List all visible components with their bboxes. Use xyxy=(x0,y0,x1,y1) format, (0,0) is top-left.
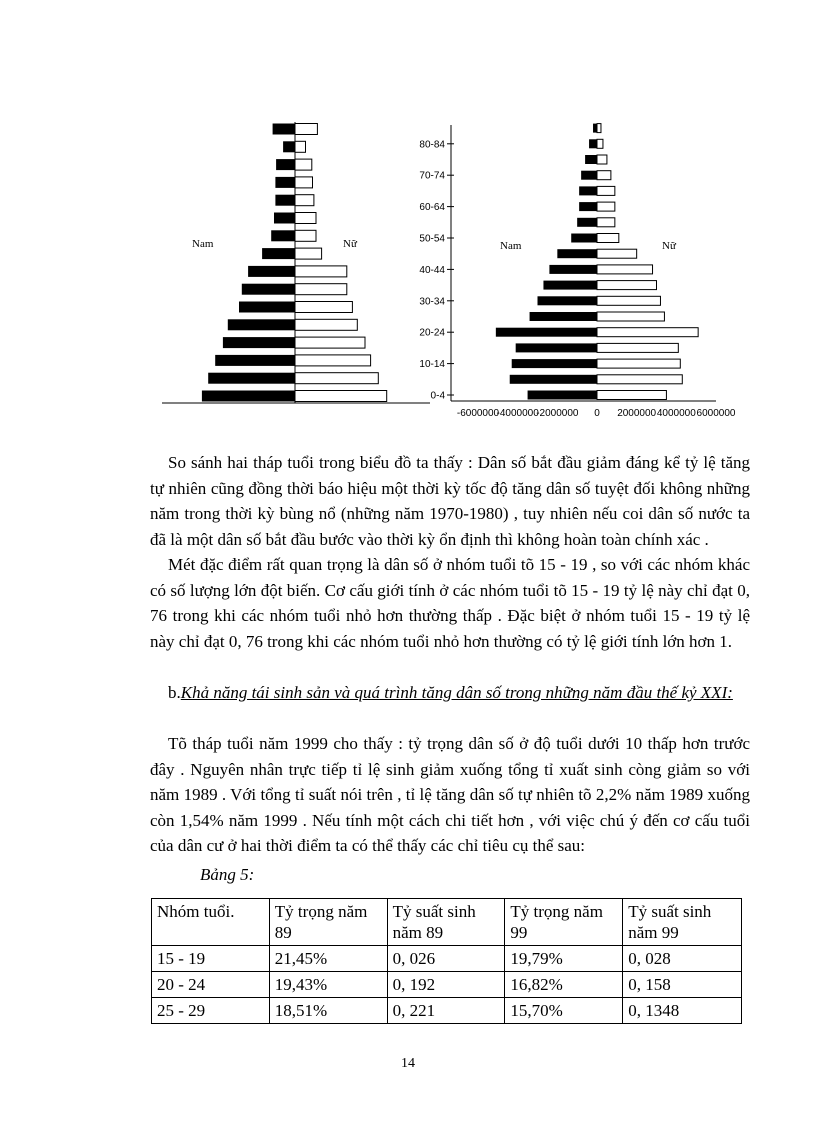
bar-male xyxy=(274,213,295,224)
bar-male xyxy=(549,265,597,274)
bar-female xyxy=(597,218,615,227)
bar-female xyxy=(295,391,387,402)
bar-male xyxy=(538,296,598,305)
table-cell: 19,43% xyxy=(269,972,387,998)
y-tick-label: 30-34 xyxy=(419,296,445,308)
table-cell: 25 - 29 xyxy=(152,998,270,1024)
bar-female xyxy=(295,284,347,295)
bar-female xyxy=(295,337,365,348)
bar-male xyxy=(248,266,295,277)
bar-female xyxy=(295,355,371,366)
bar-female xyxy=(597,391,666,400)
bar-female xyxy=(597,139,603,148)
bar-female xyxy=(295,373,378,384)
bar-male xyxy=(557,249,597,258)
paragraph-1: So sánh hai tháp tuổi trong biểu đồ ta thấy : Dân số bắt đầu giảm đáng kể tỷ lệ tăng tự nhiên cũng đồng thời báo hiệu một thời kỳ tốc độ tăng dân số tuyệt đối không những năm trong thời kỳ bùng nổ (những năm 1970-1980) , tuy nhiên nếu coi dân số nước ta đã là một dân số bắt đầu bước vào thời kỳ ổn định thì không hoàn toàn chính xác . xyxy=(150,453,750,549)
x-tick-label: 6000000 xyxy=(696,408,736,419)
page-number: 14 xyxy=(401,1056,415,1071)
header-rate-89: Tỷ suất sinh năm 89 xyxy=(387,899,505,946)
paragraph-3: Tõ tháp tuổi năm 1999 cho thấy : tỷ trọng dân số ở độ tuổi dưới 10 thấp hơn trước đây . Nguyên nhân trực tiếp tỉ lệ sinh giảm xuống tổng tỉ xuất sinh còng giảm so với năm 1989 . Với tổng tỉ suất nói trên , tỉ lệ tăng dân số tự nhiên tõ 2,2% năm 1989 xuống còn 1,54% năm 1999 . Nếu tính một cách chi tiết hơn , với việc chú ý đến cơ cấu tuổi của dân cư ở hai thời điểm ta có thể thấy các chỉ tiêu cụ thể sau: xyxy=(150,734,750,855)
header-share-99: Tỷ trọng năm 99 xyxy=(505,899,623,946)
bar-male xyxy=(571,234,597,243)
y-tick-label: 10-14 xyxy=(419,359,445,371)
table-cell: 0, 1348 xyxy=(623,998,742,1024)
bar-female xyxy=(295,230,316,241)
bar-female xyxy=(597,296,660,305)
bar-male xyxy=(585,155,597,164)
bar-male xyxy=(276,159,295,170)
table-caption: Bảng 5: xyxy=(200,865,255,884)
bar-male xyxy=(579,202,597,211)
bar-male xyxy=(510,375,597,384)
y-tick-label: 50-54 xyxy=(419,233,445,245)
pyramid-1999 xyxy=(419,124,735,419)
bar-male xyxy=(579,186,597,195)
section-b-prefix: b. xyxy=(168,683,181,702)
population-pyramids xyxy=(0,0,816,430)
table-row xyxy=(152,998,742,1024)
label-male: Nam xyxy=(192,238,214,250)
bar-female xyxy=(597,359,680,368)
table-cell: 0, 026 xyxy=(387,946,505,972)
bar-male xyxy=(589,139,597,148)
label-female: Nữ xyxy=(662,240,676,252)
bar-female xyxy=(597,328,698,337)
table-cell: 15 - 19 xyxy=(152,946,270,972)
bar-male xyxy=(239,302,295,313)
bar-female xyxy=(597,375,682,384)
label-female: Nữ xyxy=(343,238,357,250)
table-cell: 20 - 24 xyxy=(152,972,270,998)
bar-male xyxy=(208,373,295,384)
table-cell: 18,51% xyxy=(269,998,387,1024)
bar-male xyxy=(262,248,295,259)
table-cell: 0, 192 xyxy=(387,972,505,998)
bar-male xyxy=(283,141,295,152)
table-row xyxy=(152,946,742,972)
y-tick-label: 70-74 xyxy=(419,170,445,182)
x-tick-label: -2000000 xyxy=(536,408,579,419)
y-tick-label: 60-64 xyxy=(419,202,445,214)
bar-male xyxy=(512,359,597,368)
bar-female xyxy=(597,281,657,290)
bar-female xyxy=(597,202,615,211)
bar-female xyxy=(597,124,601,133)
bar-male xyxy=(228,319,295,330)
header-age-group: Nhóm tuổi. xyxy=(152,899,270,946)
bar-female xyxy=(295,177,313,188)
table-cell: 0, 158 xyxy=(623,972,742,998)
table-cell: 15,70% xyxy=(505,998,623,1024)
header-rate-99: Tỷ suất sinh năm 99 xyxy=(623,899,742,946)
bar-male xyxy=(275,177,295,188)
bar-female xyxy=(597,234,619,243)
bar-male xyxy=(577,218,597,227)
y-tick-label: 40-44 xyxy=(419,264,445,276)
bar-male xyxy=(273,124,295,135)
table-cell: 19,79% xyxy=(505,946,623,972)
bar-male xyxy=(496,328,597,337)
table-header-row xyxy=(152,899,742,946)
bar-male xyxy=(202,391,295,402)
birth-rate-table xyxy=(151,898,742,1024)
bar-female xyxy=(597,249,637,258)
header-share-89: Tỷ trọng năm 89 xyxy=(269,899,387,946)
section-b-heading xyxy=(150,680,750,706)
table-cell: 16,82% xyxy=(505,972,623,998)
bar-female xyxy=(295,124,317,135)
bar-female xyxy=(295,195,314,206)
section-b-title: Khả năng tái sinh sản và quá trình tăng dân số trong những năm đầu thế kỷ XXI: xyxy=(180,683,733,702)
y-tick-label: 20-24 xyxy=(419,327,445,339)
birth-rate-text xyxy=(150,731,750,859)
bar-male xyxy=(242,284,295,295)
bar-male xyxy=(275,195,295,206)
bar-male xyxy=(581,171,597,180)
paragraph-2: Mét đặc điểm rất quan trọng là dân số ở nhóm tuổi tõ 15 - 19 , so với các nhóm khác có số lượng lớn đột biến. Cơ cấu giới tính ở các nhóm tuổi tõ 15 - 19 tỷ lệ này chỉ đạt 0, 76 trong khi các nhóm tuổi nhỏ hơn thường thấp . Đặc biệt ở nhóm tuổi 15 - 19 tỷ lệ này chỉ đạt 0, 76 trong khi các nhóm tuổi nhỏ hơn thường có tỷ lệ giới tính lớn hơn 1. xyxy=(150,555,750,651)
bar-female xyxy=(295,141,306,152)
table-cell: 0, 221 xyxy=(387,998,505,1024)
x-tick-label: 4000000 xyxy=(656,408,696,419)
bar-female xyxy=(295,248,322,259)
bar-female xyxy=(597,265,653,274)
bar-male xyxy=(516,343,597,352)
table-cell: 0, 028 xyxy=(623,946,742,972)
table-row xyxy=(152,972,742,998)
bar-male xyxy=(528,391,597,400)
x-tick-label: 0 xyxy=(594,408,600,419)
bar-female xyxy=(295,302,352,313)
bar-male xyxy=(543,281,597,290)
x-tick-label: 2000000 xyxy=(617,408,657,419)
bar-female xyxy=(597,312,664,321)
bar-female xyxy=(295,319,357,330)
bar-female xyxy=(597,186,615,195)
bar-female xyxy=(295,213,316,224)
bar-female xyxy=(597,155,607,164)
y-tick-label: 80-84 xyxy=(419,139,445,151)
table-cell: 21,45% xyxy=(269,946,387,972)
bar-male xyxy=(593,124,597,133)
x-tick-label: -6000000 xyxy=(456,408,500,419)
bar-female xyxy=(597,171,611,180)
pyramid-1989 xyxy=(162,122,430,403)
bar-male xyxy=(271,230,295,241)
bar-male xyxy=(215,355,295,366)
bar-female xyxy=(295,266,347,277)
y-tick-label: 0-4 xyxy=(430,390,445,402)
bar-female xyxy=(597,343,678,352)
bar-female xyxy=(295,159,312,170)
x-tick-label: -4000000 xyxy=(496,408,539,419)
bar-male xyxy=(530,312,597,321)
comparison-text xyxy=(150,450,750,654)
label-male: Nam xyxy=(500,240,522,252)
bar-male xyxy=(223,337,295,348)
